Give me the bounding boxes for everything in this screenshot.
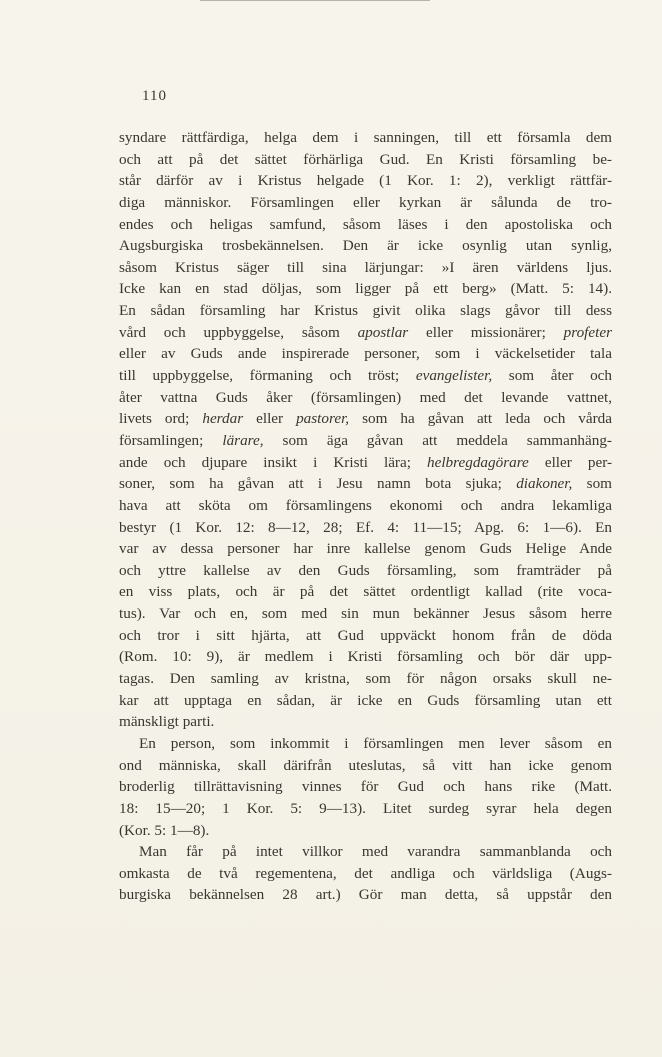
text-line — [119, 755, 612, 777]
top-edge-rule — [200, 0, 430, 1]
text-line — [119, 322, 612, 344]
text-line — [119, 776, 612, 798]
text-line — [119, 798, 612, 820]
line-text: åter vattna Guds åker (församlingen) med det levande vattnet, — [119, 388, 612, 406]
text-line — [119, 365, 612, 387]
line-text: mänskligt parti. — [119, 713, 215, 731]
line-text: står därför av i Kristus helgade (1 Kor. 1: 2), verkligt rättfär- — [119, 172, 612, 190]
line-text: vård och uppbyggelse, såsom — [119, 323, 358, 341]
body-text — [119, 127, 612, 906]
line-text: till uppbyggelse, förmaning och tröst; — [119, 367, 416, 385]
text-line — [119, 235, 612, 257]
line-text: livets ord; — [119, 410, 203, 428]
line-text: eller av Guds ande inspirerade personer, som i väckelsetider tala — [119, 345, 612, 363]
text-line — [119, 495, 612, 517]
line-text: Augsburgiska trosbekännelsen. Den är icke osynlig utan synlig, — [119, 237, 612, 255]
line-text: kar att upptaga en sådan, är icke en Guds församling utan ett — [119, 691, 612, 709]
line-text: burgiska bekännelsen 28 art.) Gör man detta, så uppstår den — [119, 886, 612, 904]
line-text: som — [572, 475, 612, 493]
italic-term: pastorer, — [296, 410, 350, 428]
text-line — [119, 625, 612, 647]
line-text: 18: 15—20; 1 Kor. 5: 9—13). Litet surdeg syrar hela degen — [119, 799, 612, 817]
text-line — [119, 343, 612, 365]
text-line — [119, 257, 612, 279]
text-line — [119, 473, 612, 495]
text-line — [119, 300, 612, 322]
text-line — [119, 711, 612, 733]
line-text: eller — [243, 410, 297, 428]
line-text: hava att sköta om församlingens ekonomi och andra lekamliga — [119, 496, 612, 514]
italic-term: helbregdagörare — [427, 453, 529, 471]
text-line — [119, 668, 612, 690]
text-line — [119, 560, 612, 582]
italic-term: herdar — [202, 410, 244, 428]
line-text: En person, som inkommit i församlingen men lever såsom en — [139, 734, 612, 752]
text-line — [119, 538, 612, 560]
text-line — [119, 820, 612, 842]
line-text: och att på det sättet förhärliga Gud. En Kristi församling be- — [119, 150, 612, 168]
text-line — [119, 149, 612, 171]
text-line — [119, 127, 612, 149]
italic-term: evangelister, — [415, 367, 493, 385]
line-text: diga människor. Församlingen eller kyrkan är sålunda de tro- — [119, 193, 612, 211]
text-line — [119, 387, 612, 409]
line-text: såsom Kristus säger till sina lärjungar: »I ären världens ljus. — [119, 258, 612, 276]
italic-term: profeter — [563, 323, 612, 341]
line-text: omkasta de två regementena, det andliga och världsliga (Augs- — [119, 864, 612, 882]
line-text: (Rom. 10: 9), är medlem i Kristi församling och bör där upp- — [119, 648, 612, 666]
line-text: som äga gåvan att meddela sammanhäng- — [263, 431, 612, 449]
text-line — [119, 841, 612, 863]
line-text: ande och djupare insikt i Kristi lära; — [119, 453, 427, 471]
line-text: Icke kan en stad döljas, som ligger på ett berg» (Matt. 5: 14). — [119, 280, 612, 298]
line-text: en viss plats, och är på det sättet ordentligt kallad (rite voca- — [119, 583, 612, 601]
line-text: församlingen; — [119, 431, 223, 449]
line-text: tagas. Den samling av kristna, som för någon orsaks skull ne- — [119, 670, 612, 688]
line-text: var av dessa personer har inre kallelse genom Guds Helige Ande — [119, 540, 612, 558]
text-line — [119, 452, 612, 474]
line-text: som ha gåvan att leda och vårda — [349, 410, 613, 428]
text-line — [119, 278, 612, 300]
line-text: bestyr (1 Kor. 12: 8—12, 28; Ef. 4: 11—15; Apg. 6: 1—6). En — [119, 518, 612, 536]
line-text: (Kor. 5: 1—8). — [119, 821, 210, 839]
line-text: broderlig tillrättavisning vinnes för Gud och hans rike (Matt. — [119, 778, 612, 796]
text-line — [119, 603, 612, 625]
text-line — [119, 581, 612, 603]
line-text: ond människa, skall därifrån uteslutas, så vitt han icke genom — [119, 756, 612, 774]
line-text: eller per- — [528, 453, 613, 471]
line-text: En sådan församling har Kristus givit olika slags gåvor till dess — [119, 302, 612, 320]
line-text: soner, som ha gåvan att i Jesu namn bota sjuka; — [119, 475, 517, 493]
line-text: och tror i sitt hjärta, att Gud uppväckt honom från de döda — [119, 626, 612, 644]
text-line — [119, 408, 612, 430]
line-text: tus). Var och en, som med sin mun bekänner Jesus såsom herre — [119, 605, 612, 623]
page-number: 110 — [142, 88, 167, 104]
text-line — [119, 214, 612, 236]
line-text: Man får på intet villkor med varandra sammanblanda och — [139, 843, 612, 861]
italic-term: lärare, — [222, 431, 264, 449]
italic-term: apostlar — [357, 323, 409, 341]
line-text: endes och heligas samfund, såsom läses i den apostoliska och — [119, 215, 612, 233]
line-text: och yttre kallelse av den Guds församling, som framträder på — [119, 561, 612, 579]
text-line — [119, 192, 612, 214]
text-line — [119, 646, 612, 668]
line-text: som åter och — [492, 367, 613, 385]
line-text: syndare rättfärdiga, helga dem i sanningen, till ett församla dem — [119, 129, 612, 146]
line-text: eller missionärer; — [408, 323, 564, 341]
text-line — [119, 430, 612, 452]
text-line — [119, 884, 612, 906]
italic-term: diakoner, — [516, 475, 573, 493]
text-line — [119, 733, 612, 755]
text-line — [119, 690, 612, 712]
text-line — [119, 170, 612, 192]
text-line — [119, 863, 612, 885]
text-line — [119, 517, 612, 539]
